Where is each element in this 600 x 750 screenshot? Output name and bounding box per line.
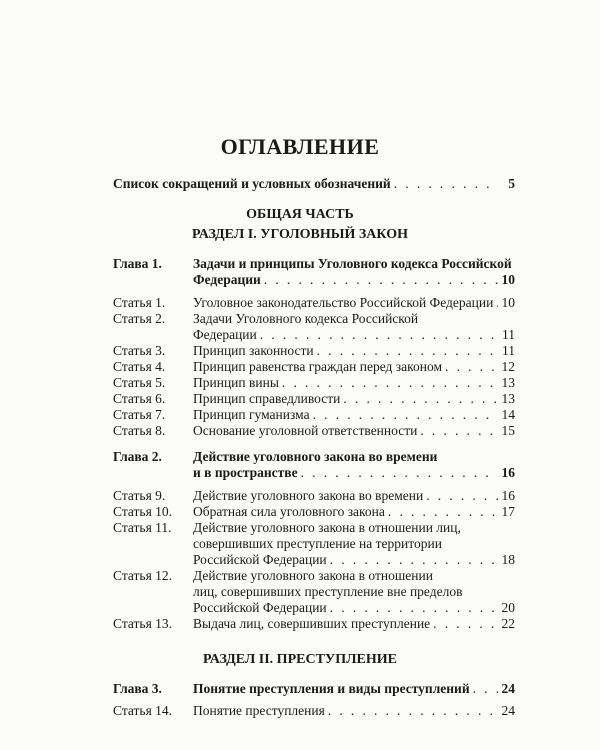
toc-entry-article[interactable] xyxy=(193,343,515,359)
chapter-label: Глава 3. xyxy=(113,681,162,696)
entry-text: Принцип гуманизма xyxy=(193,407,310,422)
article-label: Статья 3. xyxy=(113,343,166,358)
article-label: Статья 13. xyxy=(113,616,173,631)
toc-entry-article[interactable] xyxy=(193,375,515,391)
toc-entry-article[interactable] xyxy=(193,407,515,423)
section-heading-1: РАЗДЕЛ I. УГОЛОВНЫЙ ЗАКОН xyxy=(191,227,408,242)
article-title-line: Задачи Уголовного кодекса Российской xyxy=(193,311,419,326)
page-number: 24 xyxy=(501,703,515,718)
entry-text: Принцип законности xyxy=(193,343,314,358)
leader-dots xyxy=(301,465,498,481)
article-label: Статья 10. xyxy=(113,504,173,519)
leader-dots xyxy=(282,375,498,391)
article-label: Статья 5. xyxy=(113,375,166,390)
entry-text: Действие уголовного закона во времени xyxy=(193,488,424,503)
entry-text: Российской Федерации xyxy=(193,552,327,567)
article-title-line: совершивших преступление на территории xyxy=(193,536,442,551)
page-number: 15 xyxy=(501,423,515,438)
page-title: ОГЛАВЛЕНИЕ xyxy=(220,134,380,159)
entry-text: Обратная сила уголовного закона xyxy=(193,504,385,519)
leader-dots xyxy=(496,295,498,311)
article-label: Статья 4. xyxy=(113,359,166,374)
page-number: 24 xyxy=(501,681,515,696)
leader-dots xyxy=(313,407,498,423)
article-label: Статья 1. xyxy=(113,295,166,310)
chapter-label: Глава 2. xyxy=(113,449,162,464)
entry-text: Понятие преступления и виды преступлений xyxy=(193,681,470,696)
page-number: 16 xyxy=(501,465,515,480)
entry-text: Список сокращений и условных обозначений xyxy=(113,176,391,191)
article-label: Статья 11. xyxy=(113,520,172,535)
page-number: 13 xyxy=(501,391,515,406)
page-number: 12 xyxy=(501,359,515,374)
entry-text: Принцип справедливости xyxy=(193,391,341,406)
page-number: 11 xyxy=(502,343,515,358)
page-number: 10 xyxy=(501,272,515,287)
toc-entry-article[interactable] xyxy=(193,488,515,504)
page-number: 10 xyxy=(501,295,515,310)
entry-text: Принцип вины xyxy=(193,375,279,390)
entry-text: и в пространстве xyxy=(193,465,298,480)
article-title-line: Действие уголовного закона в отношении лиц, xyxy=(193,520,461,535)
page-number: 13 xyxy=(501,375,515,390)
article-label: Статья 12. xyxy=(113,568,173,583)
article-label: Статья 2. xyxy=(113,311,166,326)
page-number: 18 xyxy=(501,552,515,567)
chapter-title-line: Действие уголовного закона во времени xyxy=(193,449,438,464)
entry-text: Принцип равенства граждан перед законом xyxy=(193,359,443,374)
article-label: Статья 8. xyxy=(113,423,166,438)
article-label: Статья 7. xyxy=(113,407,166,422)
toc-entry-article[interactable] xyxy=(193,600,515,616)
entry-text: Основание уголовной ответственности xyxy=(193,423,418,438)
leader-dots xyxy=(328,703,498,719)
entry-text: Понятие преступления xyxy=(193,703,325,718)
article-label: Статья 6. xyxy=(113,391,166,406)
leader-dots xyxy=(343,391,498,407)
page-number: 14 xyxy=(501,407,515,422)
entry-text: Уголовное законодательство Российской Федерации xyxy=(193,295,494,310)
toc-entry-article[interactable] xyxy=(193,616,515,632)
leader-dots xyxy=(317,343,498,359)
toc-entry-article[interactable] xyxy=(193,327,515,343)
toc-entry-chapter-1[interactable] xyxy=(193,272,515,288)
toc-entry-article[interactable] xyxy=(193,504,515,520)
chapter-label: Глава 1. xyxy=(113,256,162,271)
leader-dots xyxy=(260,327,498,343)
page-number: 5 xyxy=(508,176,515,191)
article-title-line: лиц, совершивших преступление вне пределов xyxy=(193,584,463,599)
article-label: Статья 9. xyxy=(113,488,166,503)
page-number: 17 xyxy=(501,504,515,519)
entry-text: Федерации xyxy=(193,272,261,287)
page-number: 20 xyxy=(501,600,515,615)
entry-text: Выдача лиц, совершивших преступление xyxy=(193,616,431,631)
leader-dots xyxy=(388,504,498,520)
toc-entry-article[interactable] xyxy=(193,552,515,568)
page-number: 22 xyxy=(501,616,515,631)
leader-dots xyxy=(433,616,498,632)
leader-dots xyxy=(445,359,498,375)
page-number: 16 xyxy=(501,488,515,503)
leader-dots xyxy=(473,681,498,697)
article-title-line: Действие уголовного закона в отношении xyxy=(193,568,433,583)
chapter-title-line: Задачи и принципы Уголовного кодекса Российской xyxy=(193,256,512,271)
leader-dots xyxy=(426,488,498,504)
toc-entry-article[interactable] xyxy=(193,391,515,407)
section-heading-2: РАЗДЕЛ II. ПРЕСТУПЛЕНИЕ xyxy=(203,652,397,667)
toc-entry-article[interactable] xyxy=(193,703,515,719)
entry-text: Федерации xyxy=(193,327,257,342)
leader-dots xyxy=(330,552,498,568)
leader-dots xyxy=(420,423,498,439)
toc-entry-article[interactable] xyxy=(193,295,515,311)
entry-text: Российской Федерации xyxy=(193,600,327,615)
toc-entry-article[interactable] xyxy=(193,423,515,439)
leader-dots xyxy=(264,272,498,288)
toc-entry-abbreviations[interactable] xyxy=(113,176,515,192)
leader-dots xyxy=(394,176,498,192)
part-heading: ОБЩАЯ ЧАСТЬ xyxy=(246,207,354,222)
article-label: Статья 14. xyxy=(113,703,173,718)
page-number: 11 xyxy=(502,327,515,342)
toc-entry-chapter-3[interactable] xyxy=(193,681,515,697)
toc-entry-chapter-2[interactable] xyxy=(193,465,515,481)
toc-entry-article[interactable] xyxy=(193,359,515,375)
leader-dots xyxy=(330,600,498,616)
